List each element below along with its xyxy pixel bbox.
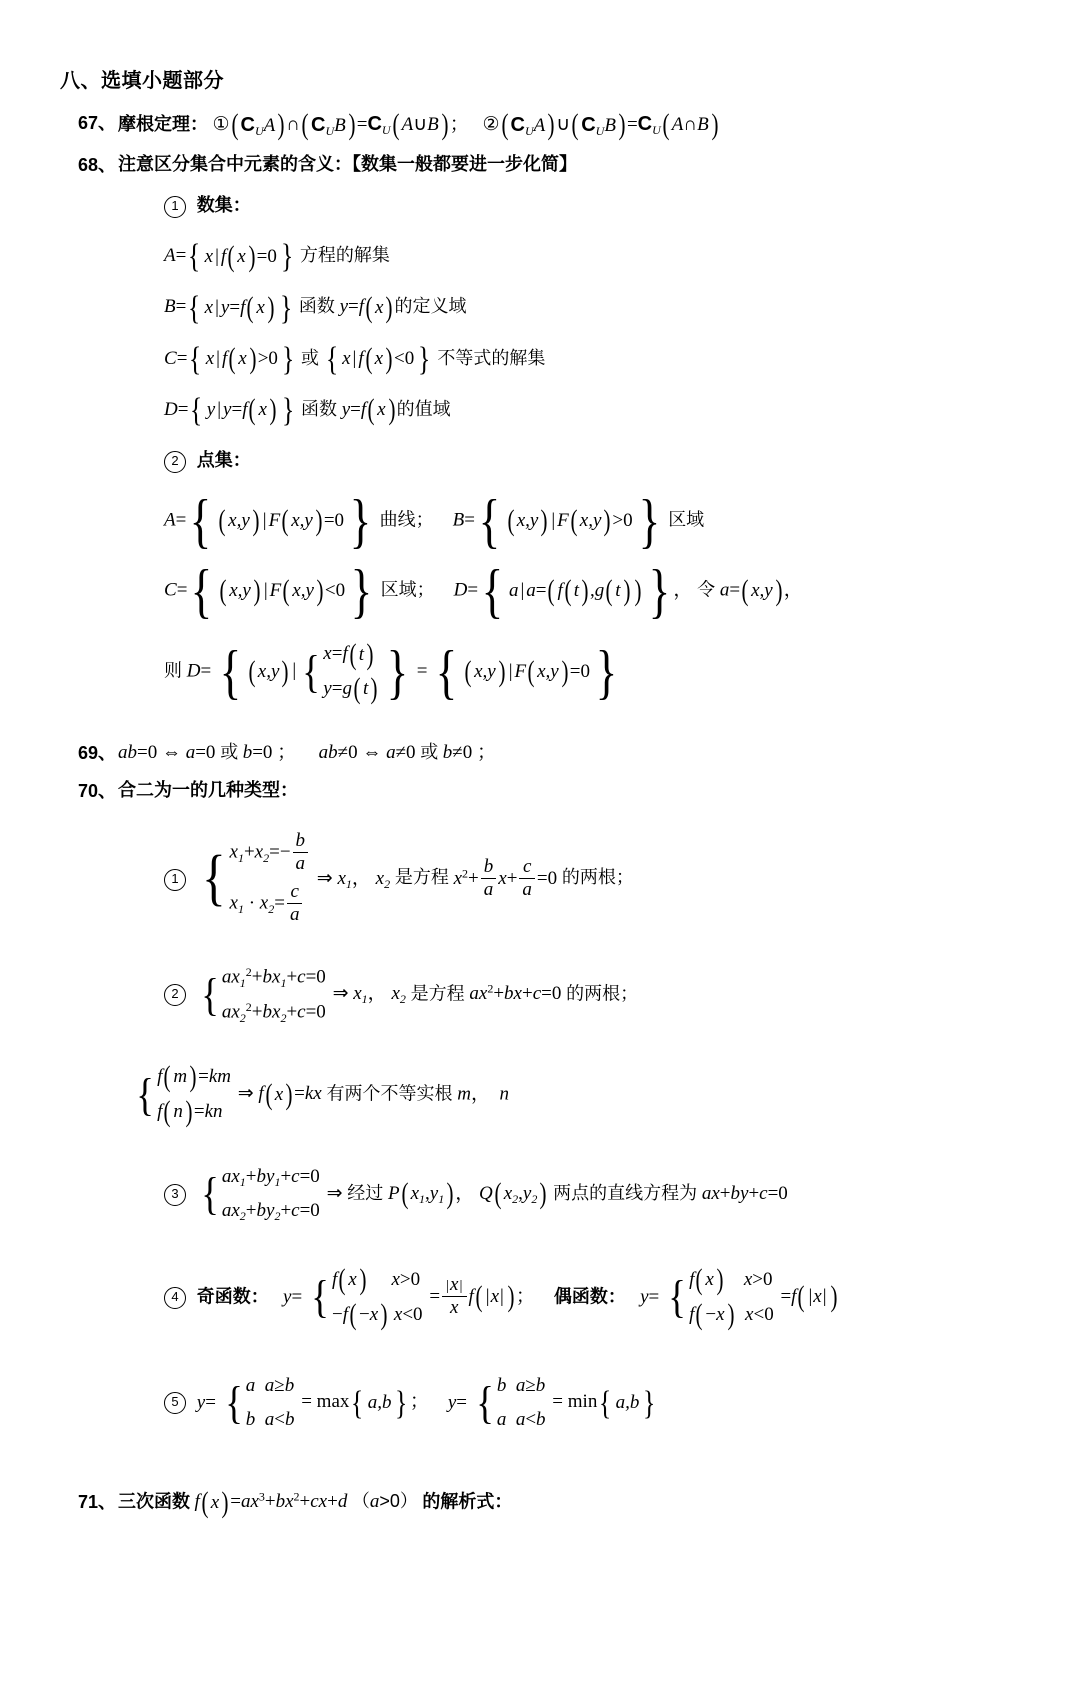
list-item — [56, 151, 1024, 729]
subitem-label: 点集： — [196, 449, 251, 470]
formula-group-4: 3 { $ax_1+by_1+c=0$ $ax_2+by_2+c=0$ ⇒ 经过 P ( $x_1,y_1$ ) ， Q ( $x_2,y_2$ ) 两点的直线方程为 ax+by+c=0 — [164, 1160, 1024, 1229]
annotation-text: 函数 — [298, 296, 335, 317]
system-of-equations: { $ax_1+by_1+c=0$ $ax_2+by_2+c=0$ — [200, 1165, 320, 1224]
page-header-watermark — [56, 40, 1024, 56]
formula-group-1: 1 { $x_1+x_2=-$ $\frac{b}{a}$ $x_1 \cdot x_2=$ $\frac{c}{a}$ ⇒ $x_1$， $x_2$ 是方程 $x^2+$ $\frac{b}{a}$ x+ $\frac{c}{a}$ =0 的两根； — [164, 828, 1024, 929]
formula-group-2: 2 { $ax_1^2+bx_1+c=0$ $ax_2^2+bx_2+c=0$ ⇒ $x_1$， $x_2$ 是方程 $ax^2+bx+c=0$ 的两根； — [164, 960, 1024, 1030]
item-number: 71、 — [78, 1491, 117, 1512]
system-of-equations: { $x_1+x_2=-$ $\frac{b}{a}$ $x_1 \cdot x_2=$ $\frac{c}{a}$ — [199, 828, 310, 929]
formula-set-C: C= { x | f ( x ) >0 } 或 { x | f ( x ) <0 } 不等式的解集 — [164, 340, 546, 378]
circled-three-icon: 3 — [164, 1184, 186, 1206]
subitem-numberset-label — [164, 192, 1024, 221]
item-number: 68、 — [78, 154, 117, 175]
circled-five-icon: 5 — [164, 1392, 186, 1414]
formula-morgan-2: ② ( $C_UA$ ) ∪ ( $C_UB$ ) $=C_U$ ( A∩B ) — [482, 108, 719, 142]
odd-function-label: 奇函数： — [196, 1286, 269, 1307]
list-item — [56, 1485, 1024, 1519]
formula-set-A: A= { x | f ( x ) =0 } 方程的解集 — [164, 238, 390, 276]
item-body — [118, 777, 1024, 1459]
system-of-equations: { $ax_1^2+bx_1+c=0$ $ax_2^2+bx_2+c=0$ — [200, 964, 326, 1025]
item-label-post: 的解析式： — [422, 1491, 513, 1512]
formula-product-zero: ab=0 ⇔ a=0 — [118, 741, 216, 763]
annotation-text: 有两个不等实根 — [326, 1083, 453, 1104]
formula-morgan-1: ① ( $C_UA$ ) ∩ ( $C_UB$ ) $=C_U$ ( A∪B ) ； — [212, 108, 469, 142]
annotation-text: 区域 — [668, 509, 705, 530]
annotation-text: 的两根； — [561, 867, 634, 888]
annotation-text: 或 — [220, 741, 239, 762]
item-body — [118, 109, 1024, 141]
formula-pointset-3: 则 D= { ( x,y ) | { x=f ( t ) y=g ( t ) } = { ( x,y ) | F ( x,y ) =0 } — [164, 637, 618, 706]
formula-set-B: B= { x | y=f ( x ) } 函数 y=f ( x ) 的定义域 — [164, 289, 467, 327]
annotation-text: 函数 — [300, 398, 337, 419]
item-body: ab=0 ⇔ a=0 或 b=0 ； ab≠0 ⇔ a≠0 或 b≠0 ； — [118, 741, 496, 763]
item-number: 70、 — [78, 781, 117, 802]
list-item — [56, 739, 1024, 768]
item-body — [118, 1485, 1024, 1519]
system-of-equations: { f ( m ) =km f ( n ) =kn — [136, 1060, 231, 1129]
circled-two-icon: 2 — [164, 984, 186, 1006]
formula-cubic: f ( x ) $=ax^3+bx^2+cx+d$ — [194, 1485, 348, 1519]
list-item — [56, 109, 1024, 141]
piecewise-odd: { f ( x ) x>0 −f ( −x ) x<0 — [311, 1263, 423, 1332]
annotation-text: 不等式的解集 — [437, 347, 546, 368]
formula-group-3: { f ( m ) =km f ( n ) =kn ⇒ f ( x ) =kx 有两个不等实根 m， n — [132, 1060, 1024, 1130]
formula-pointset-1: A= { ( x,y ) | F ( x,y ) =0 } 曲线； B= { ( x,y ) | F ( x,y ) >0 } 区域 — [164, 488, 705, 555]
item-number: 69、 — [78, 742, 117, 763]
formula-product-nonzero: ab≠0 ⇔ a≠0 — [318, 741, 416, 763]
piecewise-min: { b a≥b a a<b — [475, 1374, 546, 1431]
item-label: 摩根定理： — [118, 114, 208, 134]
annotation-text: 经过 — [347, 1182, 384, 1203]
annotation-text: 令 — [697, 579, 716, 600]
item-number: 67、 — [78, 113, 117, 133]
annotation-text: 曲线； — [379, 509, 434, 530]
item-label: 三次函数 — [118, 1491, 190, 1512]
piecewise-max: { a a≥b b a<b — [224, 1374, 295, 1431]
circled-two-icon: 2 — [164, 451, 186, 473]
annotation-text: 的两根； — [566, 983, 639, 1004]
subitem-label: 数集： — [196, 194, 251, 215]
annotation-text: 或 — [420, 741, 439, 762]
page-title: 八、选填小题部分 — [60, 70, 224, 92]
subitem-pointset-label — [164, 447, 1024, 476]
annotation-text: 区域； — [380, 579, 435, 600]
piecewise-even: { f ( x ) x>0 f ( −x ) x<0 — [668, 1263, 774, 1332]
annotation-text: 则 — [164, 660, 182, 681]
circled-four-icon: 4 — [164, 1287, 186, 1309]
circled-one-icon: 1 — [164, 869, 186, 891]
formula-pointset-2: C= { ( x,y ) | F ( x,y ) <0 } 区域； D= { a | a= ( f ( t ) ,g ( t ) ) } ， 令 a= ( x,y ) ， — [164, 558, 803, 625]
annotation-text: 是方程 — [394, 867, 449, 888]
item-label: 注意区分集合中元素的含义：【数集一般都要进一步化简】 — [118, 153, 577, 174]
formula-set-D: D= { y | y=f ( x ) } 函数 y=f ( x ) 的值域 — [164, 391, 451, 429]
annotation-text: 的定义域 — [394, 296, 467, 317]
annotation-text: 两点的直线方程为 — [553, 1182, 698, 1203]
annotation-text: 是方程 — [410, 983, 465, 1004]
item-body — [118, 151, 1024, 729]
formula-group-6: 5 y= { a a≥b b a<b = max { a,b } ； y= { b a≥b a a<b = min { a,b } — [164, 1369, 1024, 1438]
even-function-label: 偶函数： — [553, 1286, 626, 1307]
annotation-text: 或 — [301, 347, 319, 368]
formula-group-5: 4 奇函数： y= { f ( x ) x>0 −f ( −x ) x<0 = $\frac{|x|}{x}$ f ( |x| ) ； 偶函数： y= { f ( x ) x>0 f ( −x ) x<0 =f ( |x| ) — [164, 1263, 1024, 1333]
circled-one-icon: 1 — [164, 196, 186, 218]
item-label: 合二为一的几种类型： — [118, 780, 298, 801]
list-item — [56, 777, 1024, 1459]
annotation-text: 的值域 — [396, 398, 451, 419]
annotation-text: 方程的解集 — [299, 245, 390, 266]
condition-text: （a>0） — [351, 1491, 418, 1513]
